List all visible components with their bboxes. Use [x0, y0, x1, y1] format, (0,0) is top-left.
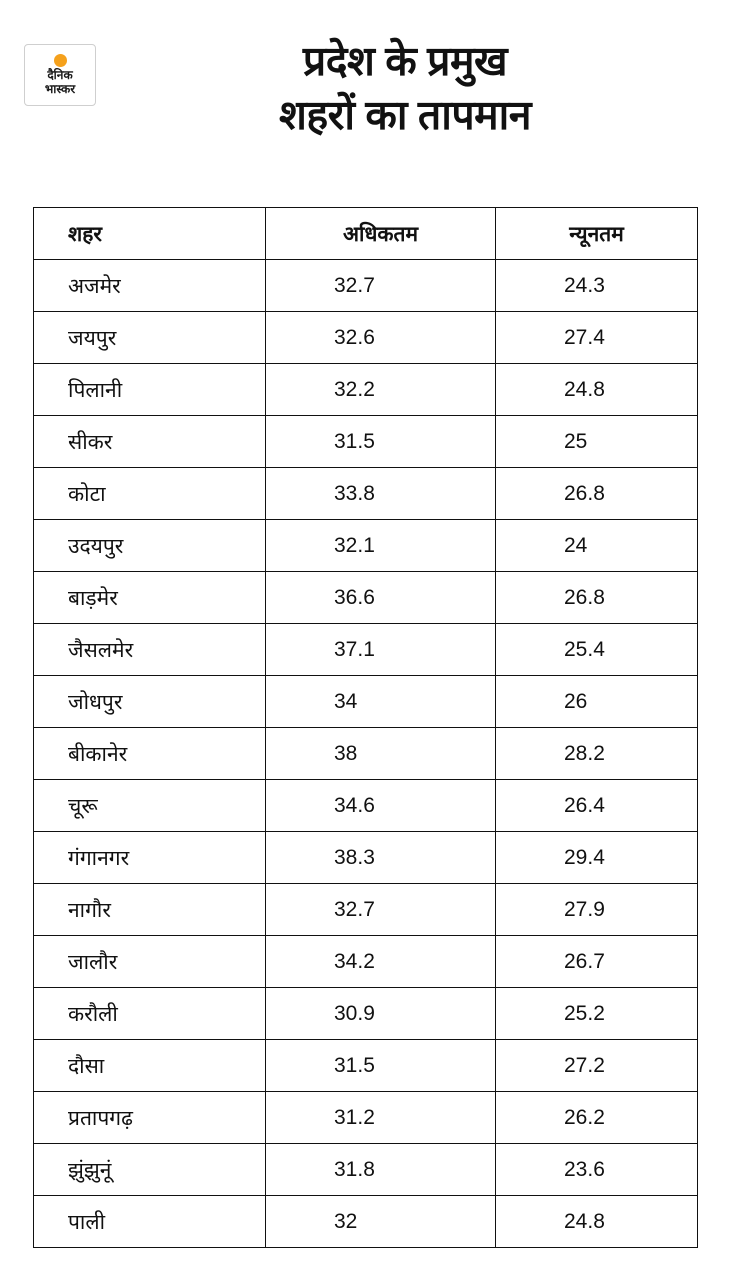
table-header-row — [34, 208, 698, 260]
cell-city: बीकानेर — [34, 728, 266, 780]
cell-max: 34.6 — [266, 780, 496, 832]
table-row — [34, 780, 698, 832]
cell-max: 36.6 — [266, 572, 496, 624]
table-row — [34, 1040, 698, 1092]
cell-max: 38.3 — [266, 832, 496, 884]
table-row — [34, 312, 698, 364]
cell-city: जैसलमेर — [34, 624, 266, 676]
cell-min: 26.2 — [496, 1092, 698, 1144]
cell-max: 38 — [266, 728, 496, 780]
table-row — [34, 1144, 698, 1196]
cell-min: 24.3 — [496, 260, 698, 312]
table-row — [34, 364, 698, 416]
cell-min: 28.2 — [496, 728, 698, 780]
cell-min: 29.4 — [496, 832, 698, 884]
cell-max: 31.5 — [266, 416, 496, 468]
publisher-name-line2: भास्कर — [44, 81, 76, 96]
cell-max: 32 — [266, 1196, 496, 1248]
cell-max: 32.7 — [266, 884, 496, 936]
table-row — [34, 728, 698, 780]
column-header-max: अधिकतम — [266, 208, 496, 260]
cell-min: 26.8 — [496, 468, 698, 520]
cell-max: 32.1 — [266, 520, 496, 572]
cell-min: 25.4 — [496, 624, 698, 676]
page-title-line1: प्रदेश के प्रमुख — [302, 38, 508, 84]
table-row — [34, 832, 698, 884]
cell-min: 24.8 — [496, 364, 698, 416]
table-row — [34, 676, 698, 728]
cell-city: उदयपुर — [34, 520, 266, 572]
cell-min: 25.2 — [496, 988, 698, 1040]
table-row — [34, 936, 698, 988]
cell-city: नागौर — [34, 884, 266, 936]
cell-max: 32.2 — [266, 364, 496, 416]
table-header — [34, 208, 698, 260]
cell-max: 31.5 — [266, 1040, 496, 1092]
cell-city: सीकर — [34, 416, 266, 468]
table-row — [34, 468, 698, 520]
table-row — [34, 520, 698, 572]
cell-min: 26.7 — [496, 936, 698, 988]
cell-city: पिलानी — [34, 364, 266, 416]
page-title — [100, 34, 710, 142]
cell-min: 26.4 — [496, 780, 698, 832]
cell-min: 27.4 — [496, 312, 698, 364]
cell-max: 30.9 — [266, 988, 496, 1040]
cell-max: 32.7 — [266, 260, 496, 312]
cell-max: 37.1 — [266, 624, 496, 676]
cell-city: पाली — [34, 1196, 266, 1248]
cell-city: जयपुर — [34, 312, 266, 364]
cell-city: गंगानगर — [34, 832, 266, 884]
cell-min: 25 — [496, 416, 698, 468]
table-row — [34, 1196, 698, 1248]
cell-min: 27.9 — [496, 884, 698, 936]
cell-max: 34 — [266, 676, 496, 728]
table-row — [34, 988, 698, 1040]
cell-city: जोधपुर — [34, 676, 266, 728]
cell-max: 31.2 — [266, 1092, 496, 1144]
cell-city: अजमेर — [34, 260, 266, 312]
cell-city: करौली — [34, 988, 266, 1040]
publisher-name-line1: दैनिक — [47, 68, 73, 83]
table-row — [34, 884, 698, 936]
cell-max: 31.8 — [266, 1144, 496, 1196]
cell-city: दौसा — [34, 1040, 266, 1092]
sun-icon — [54, 54, 67, 67]
cell-min: 24.8 — [496, 1196, 698, 1248]
table-row — [34, 624, 698, 676]
cell-min: 27.2 — [496, 1040, 698, 1092]
cell-max: 34.2 — [266, 936, 496, 988]
cell-city: प्रतापगढ़ — [34, 1092, 266, 1144]
publisher-logo — [24, 44, 96, 106]
table-body — [34, 260, 698, 1248]
cell-max: 33.8 — [266, 468, 496, 520]
cell-city: कोटा — [34, 468, 266, 520]
header — [0, 0, 730, 190]
cell-city: चूरू — [34, 780, 266, 832]
table-row — [34, 260, 698, 312]
table-row — [34, 416, 698, 468]
cell-city: जालौर — [34, 936, 266, 988]
temperature-table-wrapper — [33, 207, 697, 1248]
cell-city: झुंझुनूं — [34, 1144, 266, 1196]
cell-min: 26.8 — [496, 572, 698, 624]
cell-city: बाड़मेर — [34, 572, 266, 624]
temperature-table — [33, 207, 698, 1248]
cell-min: 23.6 — [496, 1144, 698, 1196]
cell-min: 26 — [496, 676, 698, 728]
cell-min: 24 — [496, 520, 698, 572]
column-header-city: शहर — [34, 208, 266, 260]
cell-max: 32.6 — [266, 312, 496, 364]
table-row — [34, 1092, 698, 1144]
table-row — [34, 572, 698, 624]
page-title-line2: शहरों का तापमान — [278, 92, 532, 139]
column-header-min: न्यूनतम — [496, 208, 698, 260]
